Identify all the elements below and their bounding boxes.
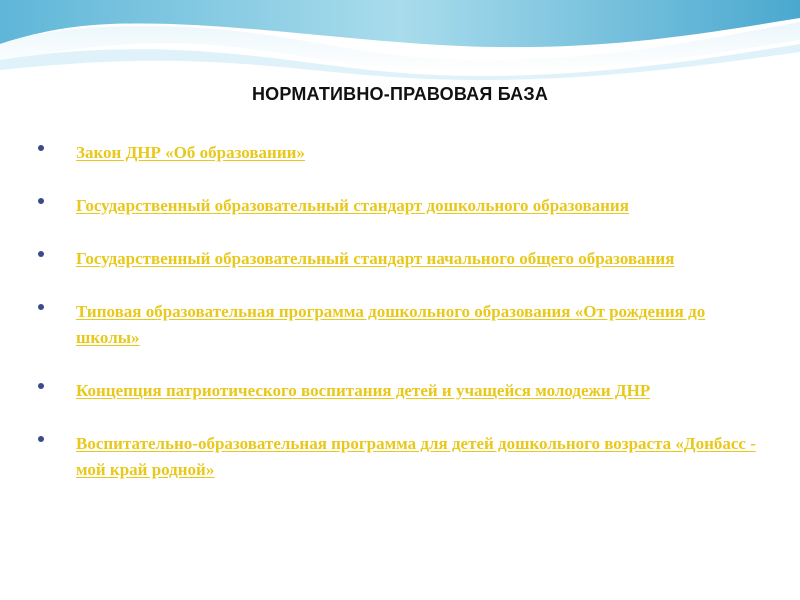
list-item (38, 140, 758, 166)
document-link-list (38, 140, 758, 510)
link-typical-program[interactable]: Типовая образовательная программа дошкольного образования «От рождения до школы» (76, 302, 706, 347)
bullet-icon (38, 383, 44, 389)
link-primary-standard[interactable]: Государственный образовательный стандарт начального общего образования (76, 249, 675, 268)
bullet-icon (38, 145, 44, 151)
list-item (38, 193, 758, 219)
bullet-icon (38, 251, 44, 257)
list-item (38, 431, 758, 483)
bullet-icon (38, 198, 44, 204)
list-item (38, 378, 758, 404)
list-item (38, 299, 758, 351)
bullet-icon (38, 304, 44, 310)
list-item (38, 246, 758, 272)
link-donbass-program[interactable]: Воспитательно-образовательная программа для детей дошкольного возраста «Донбасс - мой край родной» (76, 434, 756, 479)
link-patriotic-concept[interactable]: Концепция патриотического воспитания детей и учащейся молодежи ДНР (76, 381, 651, 400)
bullet-icon (38, 436, 44, 442)
header-wave-decoration (0, 0, 800, 80)
link-preschool-standard[interactable]: Государственный образовательный стандарт дошкольного образования (76, 196, 629, 215)
link-education-law[interactable]: Закон ДНР «Об образовании» (76, 143, 305, 162)
page-title: НОРМАТИВНО-ПРАВОВАЯ БАЗА (251, 84, 549, 104)
